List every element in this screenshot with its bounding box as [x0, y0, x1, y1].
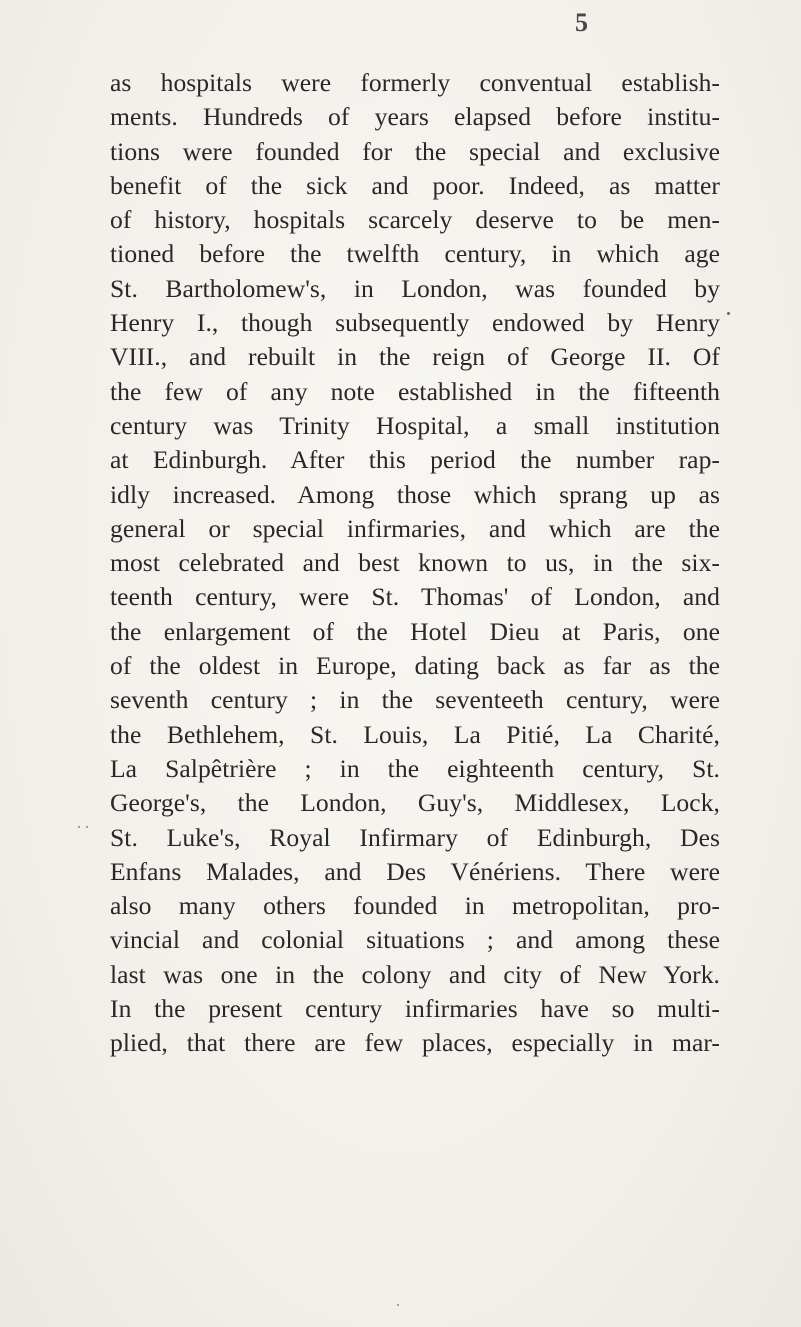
text-line: century was Trinity Hospital, a small institution — [110, 410, 720, 440]
text-line: ments. Hundreds of years elapsed before institu- — [110, 102, 720, 132]
text-line: tions were founded for the special and exclusive — [110, 136, 720, 166]
text-line: Henry I., though subsequently endowed by Henry — [110, 308, 720, 338]
text-line: St. Luke's, Royal Infirmary of Edinburgh, Des — [110, 822, 720, 852]
text-line: plied, that there are few places, especially in mar- — [110, 1028, 720, 1058]
text-line: tioned before the twelfth century, in which age — [110, 239, 720, 269]
text-line: the Bethlehem, St. Louis, La Pitié, La Charité, — [110, 719, 720, 749]
text-line: general or special infirmaries, and which are the — [110, 513, 720, 543]
text-line: Enfans Malades, and Des Vénériens. There were — [110, 856, 720, 886]
text-line: In the present century infirmaries have so multi- — [110, 994, 720, 1024]
text-line: benefit of the sick and poor. Indeed, as matter — [110, 170, 720, 200]
text-line: also many others founded in metropolitan, pro- — [110, 891, 720, 921]
text-line: most celebrated and best known to us, in the six- — [110, 548, 720, 578]
text-line: at Edinburgh. After this period the number rap- — [110, 445, 720, 475]
text-line: George's, the London, Guy's, Middlesex, Lock, — [110, 788, 720, 818]
text-line: VIII., and rebuilt in the reign of George II. Of — [110, 342, 720, 372]
text-line: of history, hospitals scarcely deserve to be men- — [110, 205, 720, 235]
margin-speck — [727, 312, 730, 315]
text-line: seventh century ; in the seventeeth century, were — [110, 685, 720, 715]
text-line: of the oldest in Europe, dating back as far as the — [110, 651, 720, 681]
text-line: vincial and colonial situations ; and among these — [110, 925, 720, 955]
text-line: idly increased. Among those which sprang up as — [110, 479, 720, 509]
margin-speck — [86, 826, 88, 828]
body-text — [110, 66, 720, 1061]
margin-speck — [397, 1304, 399, 1306]
text-line: the few of any note established in the fifteenth — [110, 376, 720, 406]
page-number: 5 — [575, 8, 588, 37]
text-line: La Salpêtrière ; in the eighteenth century, St. — [110, 753, 720, 783]
text-line: last was one in the colony and city of New York. — [110, 959, 720, 989]
text-line: as hospitals were formerly conventual establish- — [110, 68, 720, 97]
text-line: the enlargement of the Hotel Dieu at Paris, one — [110, 616, 720, 646]
text-line: teenth century, were St. Thomas' of London, and — [110, 582, 720, 612]
margin-speck — [78, 826, 80, 828]
text-line: St. Bartholomew's, in London, was founded by — [110, 273, 720, 303]
